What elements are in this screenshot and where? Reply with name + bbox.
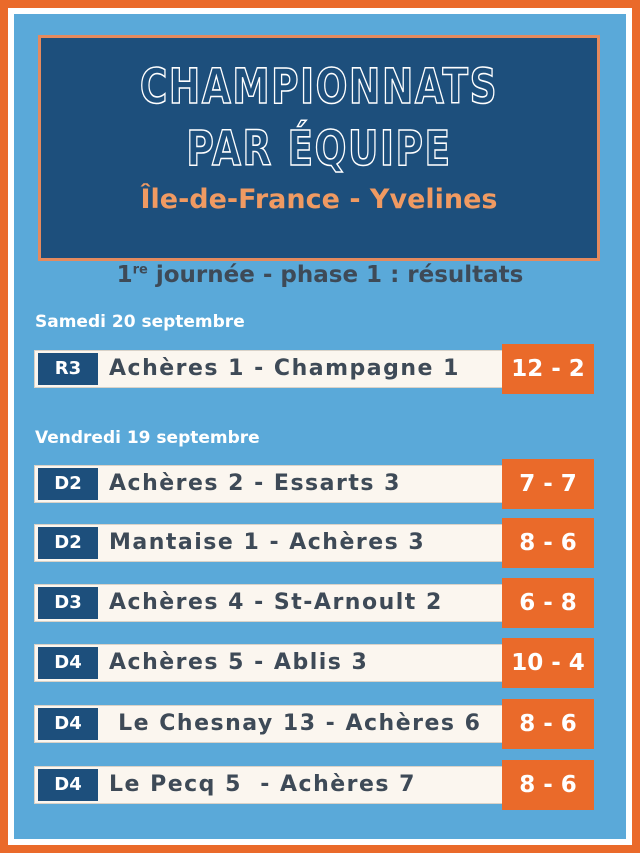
match-score: 10 - 4 (502, 638, 594, 688)
title-line-2: PAR ÉQUIPE (186, 121, 452, 177)
round-heading (0, 262, 640, 288)
match-row (34, 760, 596, 808)
match-teams: Achères 5 - Ablis 3 (109, 650, 369, 675)
division-badge: D4 (38, 708, 98, 740)
match-score: 6 - 8 (502, 578, 594, 628)
division-badge: D4 (38, 769, 98, 801)
match-row (34, 578, 596, 626)
round-suffix: re (132, 262, 148, 278)
match-row (34, 638, 596, 686)
day-label-saturday: Samedi 20 septembre (35, 312, 245, 332)
round-number: 1 (116, 262, 133, 288)
division-badge: D2 (38, 468, 98, 500)
day-label-friday: Vendredi 19 septembre (35, 428, 260, 448)
match-score: 8 - 6 (502, 699, 594, 749)
division-badge: R3 (38, 353, 98, 385)
match-row (34, 699, 596, 747)
match-teams: Mantaise 1 - Achères 3 (109, 530, 426, 555)
match-teams: Achères 1 - Champagne 1 (109, 356, 460, 381)
page-title (102, 56, 536, 180)
round-text: journée - phase 1 : résultats (147, 262, 524, 288)
division-badge: D2 (38, 527, 98, 559)
region-subtitle: Île-de-France - Yvelines (140, 184, 498, 215)
division-badge: D3 (38, 587, 98, 619)
match-teams: Achères 2 - Essarts 3 (109, 471, 401, 496)
match-score: 8 - 6 (502, 518, 594, 568)
match-row (34, 344, 596, 392)
match-score: 7 - 7 (502, 459, 594, 509)
match-teams: Le Pecq 5 - Achères 7 (109, 772, 416, 797)
match-score: 12 - 2 (502, 344, 594, 394)
match-score: 8 - 6 (502, 760, 594, 810)
header-box (38, 35, 600, 261)
match-teams: Le Chesnay 13 - Achères 6 (109, 711, 482, 736)
match-row (34, 518, 596, 566)
division-badge: D4 (38, 647, 98, 679)
match-teams: Achères 4 - St-Arnoult 2 (109, 590, 443, 615)
title-line-1: CHAMPIONNATS (139, 59, 499, 115)
match-row (34, 459, 596, 507)
